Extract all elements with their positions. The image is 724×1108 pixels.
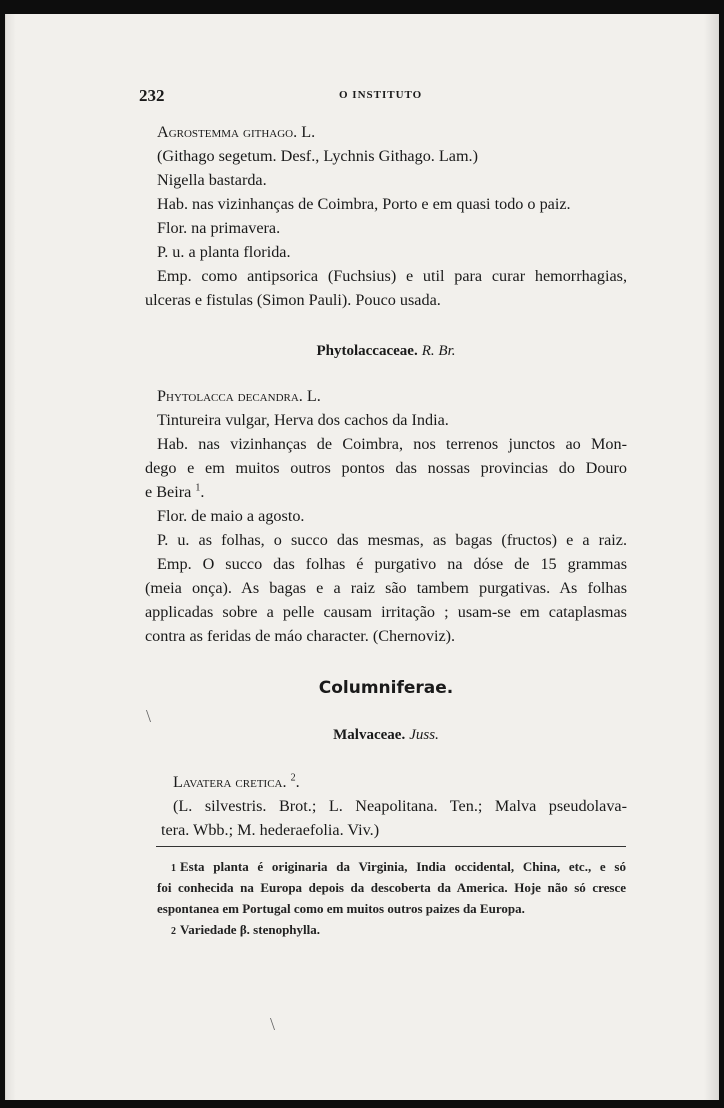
footnote-2-text: Variedade β. stenophylla. <box>180 922 320 937</box>
agrostemma-use-line-2: ulceras e fistulas (Simon Pauli). Pouco usada. <box>145 291 441 309</box>
page-header <box>139 86 629 110</box>
page-number: 232 <box>139 86 165 105</box>
family-heading-malvaceae <box>145 722 627 747</box>
family-author: R. Br. <box>421 343 456 359</box>
phytolacca-habitat-line-1: Hab. nas vizinhanças de Coimbra, nos terrenos junctos ao Mon- <box>157 435 627 453</box>
footnote-rule <box>156 846 626 847</box>
footnote-2-number: 2 <box>171 926 176 937</box>
phytolacca-use-line-2: (meia onça). As bagas e a raiz são tambem purgativas. As folhas <box>145 579 627 597</box>
lavatera-synonyms-line-2: tera. Wbb.; M. hederaefolia. Viv.) <box>161 821 380 839</box>
stray-pencil-mark: \ <box>270 1014 276 1034</box>
running-title: O INSTITUTO <box>339 89 423 101</box>
footnote-ref-2: 2 <box>290 772 296 784</box>
lavatera-synonyms-line-1: (L. silvestris. Brot.; L. Neapolitana. Ten.; Malva pseudolava- <box>173 797 627 815</box>
phytolacca-common-name: Tintureira vulgar, Herva dos cachos da India. <box>157 411 449 429</box>
family-heading-phytolaccaceae <box>145 338 627 363</box>
habitat-text: e Beira <box>145 483 192 501</box>
footnote-1-line-3: espontanea em Portugal como em muitos outros paizes da Europa. <box>157 901 525 916</box>
phytolacca-name: Phytolacca decandra. L. <box>157 387 321 405</box>
section-heading-columniferae <box>145 676 627 700</box>
section-title: Columniferae. <box>318 678 454 698</box>
agrostemma-name: Agrostemma githago. L. <box>157 123 316 141</box>
page-edge-shadow <box>704 14 718 1100</box>
phytolacca-use-line-1: Emp. O succo das folhas é purgativo na dóse de 15 grammas <box>157 555 627 573</box>
habitat-period: . <box>200 483 205 501</box>
footnote-ref-1: 1 <box>195 482 201 494</box>
stray-pencil-mark: \ <box>146 706 152 726</box>
agrostemma-parts-used: P. u. a planta florida. <box>157 243 291 261</box>
family-author: Juss. <box>409 727 439 743</box>
family-name: Phytolaccaceae. <box>316 343 418 359</box>
phytolacca-flowering: Flor. de maio a agosto. <box>157 507 305 525</box>
phytolacca-habitat-line-3 <box>145 480 615 504</box>
agrostemma-common-name: Nigella bastarda. <box>157 171 267 189</box>
lavatera-name: Lavatera cretica. $^2$. <box>173 772 300 791</box>
page-gutter-shadow <box>6 14 16 1100</box>
agrostemma-use-line-1: Emp. como antipsorica (Fuchsius) e util para curar hemorrhagias, <box>157 267 627 285</box>
phytolacca-use-line-4: contra as feridas de máo character. (Chernoviz). <box>145 627 456 645</box>
footnote-1-line-2: foi conhecida na Europa depois da descoberta da America. Hoje não só cresce <box>157 880 626 895</box>
footnote-1-text: Esta planta é originaria da Virginia, India occidental, China, etc., e só <box>180 859 626 874</box>
phytolacca-habitat-line-2: dego e em muitos outros pontos das nossas provincias do Douro <box>145 459 627 477</box>
phytolacca-parts-used: P. u. as folhas, o succo das mesmas, as bagas (fructos) e a raiz. <box>157 531 627 549</box>
footnote-1-line-1 <box>171 856 626 879</box>
footnote-2 <box>171 919 641 942</box>
footnote-1-number: 1 <box>171 863 176 874</box>
species-name: Lavatera cretica. <box>173 773 287 791</box>
phytolacca-use-line-3: applicadas sobre a pelle causam irritação ; usam-se em cataplasmas <box>145 603 627 621</box>
agrostemma-flowering: Flor. na primavera. <box>157 219 281 237</box>
agrostemma-synonyms: (Githago segetum. Desf., Lychnis Githago. Lam.) <box>157 147 478 165</box>
agrostemma-habitat: Hab. nas vizinhanças de Coimbra, Porto e em quasi todo o paiz. <box>157 195 571 213</box>
family-name: Malvaceae. <box>333 727 406 743</box>
